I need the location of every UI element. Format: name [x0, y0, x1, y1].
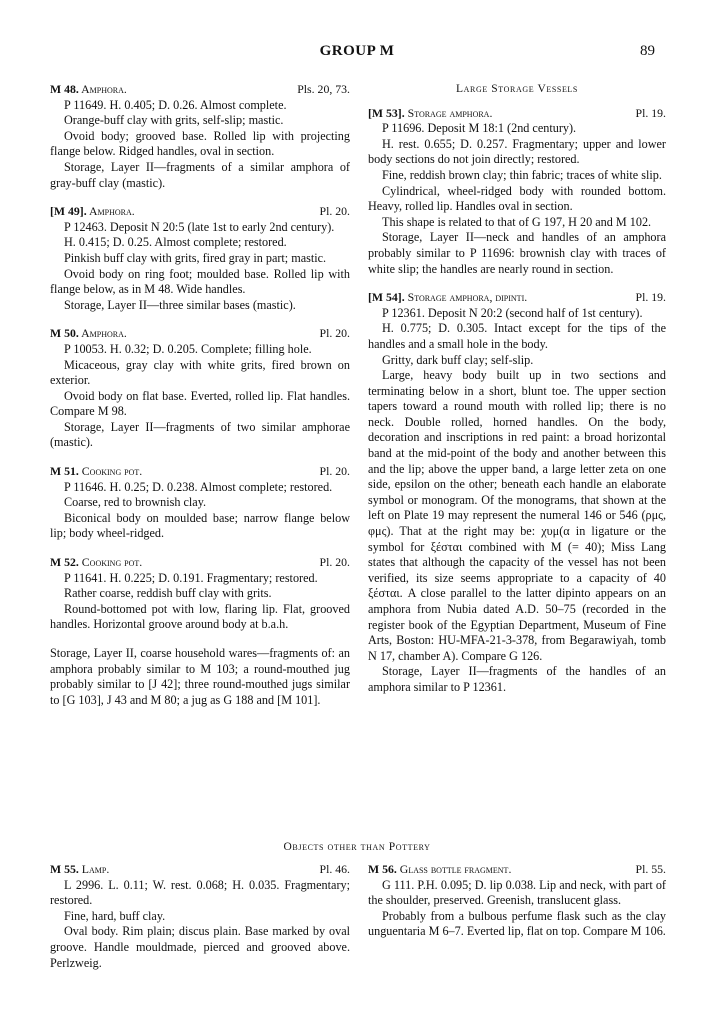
entry-id: M 50. — [50, 326, 79, 341]
section-title-storage-vessels: Large Storage Vessels — [456, 83, 578, 95]
catalog-entry — [50, 326, 350, 451]
entry-line: Orange-buff clay with grits, self-slip; mastic. — [64, 113, 284, 128]
entry-line: P 11646. H. 0.25; D. 0.238. Almost complete; restored. — [64, 479, 333, 494]
entry-heading — [50, 326, 350, 342]
entry-id: M 52. — [50, 555, 79, 570]
entry-title — [368, 862, 511, 878]
entry-name: Amphora. — [89, 204, 135, 219]
entry-title — [50, 326, 127, 342]
entry-heading — [368, 290, 666, 306]
entry-line: H. 0.415; D. 0.25. Almost complete; restored. — [64, 235, 287, 250]
entry-title — [50, 82, 127, 98]
entry-id: [M 49]. — [50, 204, 87, 219]
catalog-entry — [50, 204, 350, 313]
entry-line: Ovoid body on ring foot; moulded base. Rolled lip with flange below, as in M 48. Wide handles. — [50, 266, 350, 297]
catalog-entry — [50, 862, 350, 971]
catalog-entry — [50, 82, 350, 191]
entry-line: G 111. P.H. 0.095; D. lip 0.038. Lip and neck, with part of the shoulder, preserved. Greenish, translucent glass. — [368, 877, 666, 908]
entry-line: Large, heavy body built up in two sections and terminating below in a short, blunt toe. The upper section tapers toward a round mouth with rolled lip; there is no neck. Double rolled, horned handles. On the body, decoration and inscriptions in red paint: a broad horizontal band at the mid-point of the body and another between this and the lip; above the upper band, a large letter zeta on one side, epsilon on the other; beneath each handle an elaborate symbol or monogram. Of the monograms, that shown at the left on Plate 19 may represent the numeral 146 or 546 (ρμς, φμς). That at the right may be: χυμ(α in ligature or the symbol for ξέσται combined with Μ (= 40); Miss Lang states that although the capacity of the vessel has not been verified, its size seems appropriate to a capacity of 40 ξέσται. A close parallel to the latter dipinto appears on an amphora from Nubia dated A.D. 50–75 (recorded in the register book of the Egyptian Department, Museum of Fine Arts, Boston: HU-MFA-21-3-378, from Begarawiyah, tomb N 17, chamber A). Compare G 126. — [368, 368, 666, 663]
bottom-left-entry — [50, 862, 350, 971]
entry-line: P 12463. Deposit N 20:5 (late 1st to early 2nd century). — [64, 219, 335, 234]
entry-heading — [50, 555, 350, 571]
entry-line: P 10053. H. 0.32; D. 0.205. Complete; filling hole. — [64, 341, 312, 356]
entry-plates: Pl. 55. — [635, 862, 666, 876]
entry-line: Storage, Layer II—fragments of a similar amphora of gray-buff clay (mastic). — [50, 159, 350, 190]
entry-line: P 11649. H. 0.405; D. 0.26. Almost complete. — [64, 97, 287, 112]
entry-line: Storage, Layer II—fragments of two similar amphorae (mastic). — [50, 419, 350, 450]
bottom-right-entry — [368, 862, 666, 940]
entry-name: Storage amphora. — [407, 105, 493, 120]
entry-line: Cylindrical, wheel-ridged body with rounded bottom. Heavy, rolled lip. Handles oval in section. — [368, 183, 666, 214]
entry-name: Amphora. — [81, 326, 127, 341]
page-number: 89 — [640, 43, 655, 59]
entry-line: P 12361. Deposit N 20:2 (second half of 1st century). — [382, 305, 643, 320]
entry-id: M 55. — [50, 862, 79, 876]
entry-line: L 2996. L. 0.11; W. rest. 0.068; H. 0.035. Fragmentary; restored. — [50, 877, 350, 908]
entry-line: Ovoid body on flat base. Everted, rolled lip. Flat handles. Compare M 98. — [50, 388, 350, 419]
entry-line: Coarse, red to brownish clay. — [64, 495, 207, 510]
entry-id: [M 54]. — [368, 290, 405, 305]
entry-name: Glass bottle fragment. — [399, 862, 512, 876]
left-entries — [50, 82, 350, 633]
catalog-entry — [368, 290, 666, 695]
entry-name: Cooking pot. — [81, 464, 143, 479]
left-column — [50, 82, 350, 708]
entry-heading — [50, 204, 350, 220]
entry-line: P 11641. H. 0.225; D. 0.191. Fragmentary; restored. — [64, 570, 318, 585]
entry-line: Ovoid body; grooved base. Rolled lip with projecting flange below. Ridged handles, oval in section. — [50, 128, 350, 159]
catalog-entry — [368, 106, 666, 278]
page-title: GROUP M — [319, 43, 395, 59]
entry-heading — [50, 82, 350, 98]
section-title-objects: Objects other than Pottery — [283, 841, 431, 853]
catalog-entry — [50, 555, 350, 633]
entry-title — [50, 464, 142, 480]
entry-title — [50, 555, 142, 571]
entry-plates: Pls. 20, 73. — [297, 82, 350, 96]
entry-line: H. 0.775; D. 0.305. Intact except for the tips of the handles and a small hole in the body. — [368, 321, 666, 351]
storage-note: Storage, Layer II, coarse household wares—fragments of: an amphora probably similar to M 103; a round-mouthed jug probably similar to [J 42]; three round-mouthed jugs similar to [G 103], J 43 and M 80; a jug as G 188 and [M 101]. — [50, 646, 350, 707]
entry-line: Oval body. Rim plain; discus plain. Base marked by oval groove. Handle mouldmade, pierced and grooved above. Perlzweig. — [50, 924, 350, 970]
entry-line: Storage, Layer II—neck and handles of an amphora probably similar to P 11696: brownish clay with traces of white slip; the handles are nearly round in section. — [368, 230, 666, 276]
entry-heading — [368, 862, 666, 878]
entry-plates: Pl. 19. — [635, 290, 666, 305]
entry-plates: Pl. 20. — [319, 555, 350, 570]
entry-title — [368, 290, 527, 306]
entry-name: Storage amphora, dipinti. — [407, 290, 528, 305]
entry-plates: Pl. 20. — [319, 326, 350, 341]
bottom-right-column — [368, 862, 666, 953]
entry-heading — [50, 862, 350, 878]
right-entries — [368, 106, 666, 696]
entry-line: Round-bottomed pot with low, flaring lip. Flat, grooved handles. Horizontal groove around body at b.a.h. — [50, 601, 350, 632]
entry-plates: Pl. 20. — [319, 204, 350, 219]
entry-line: H. rest. 0.655; D. 0.257. Fragmentary; upper and lower body sections do not join directly; restored. — [368, 136, 666, 167]
entry-name: Cooking pot. — [81, 555, 143, 570]
entry-name: Amphora. — [81, 82, 127, 96]
entry-heading — [368, 106, 666, 122]
entry-line: This shape is related to that of G 197, H 20 and M 102. — [382, 214, 652, 229]
catalog-entry — [50, 464, 350, 542]
entry-line: Fine, reddish brown clay; thin fabric; traces of white slip. — [382, 167, 662, 182]
catalog-entry — [368, 862, 666, 940]
entry-line: Gritty, dark buff clay; self-slip. — [382, 352, 534, 367]
entry-line: Storage, Layer II—three similar bases (mastic). — [64, 297, 296, 312]
entry-plates: Pl. 46. — [319, 862, 350, 876]
entry-heading — [50, 464, 350, 480]
entry-line: Biconical body on moulded base; narrow flange below lip; body wheel-ridged. — [50, 510, 350, 541]
entry-plates: Pl. 20. — [319, 464, 350, 479]
entry-plates: Pl. 19. — [635, 105, 666, 120]
entry-line: Micaceous, gray clay with white grits, fired brown on exterior. — [50, 357, 350, 388]
entry-title — [50, 204, 135, 220]
right-column — [368, 82, 666, 709]
bottom-left-column — [50, 862, 350, 984]
entry-name: Lamp. — [81, 862, 110, 876]
entry-line: P 11696. Deposit M 18:1 (2nd century). — [382, 121, 577, 136]
entry-id: M 51. — [50, 464, 79, 479]
entry-line: Fine, hard, buff clay. — [64, 908, 166, 923]
entry-id: M 48. — [50, 82, 79, 96]
entry-title — [50, 862, 109, 878]
entry-id: [M 53]. — [368, 105, 405, 120]
entry-line: Probably from a bulbous perfume flask such as the clay unguentaria M 6–7. Everted lip, flat on top. Compare M 106. — [368, 908, 666, 939]
entry-line: Pinkish buff clay with grits, fired gray in part; mastic. — [64, 250, 327, 265]
entry-line: Rather coarse, reddish buff clay with grits. — [64, 586, 272, 601]
entry-id: M 56. — [368, 862, 397, 876]
entry-line: Storage, Layer II—fragments of the handles of an amphora similar to P 12361. — [368, 664, 666, 694]
entry-title — [368, 106, 492, 122]
